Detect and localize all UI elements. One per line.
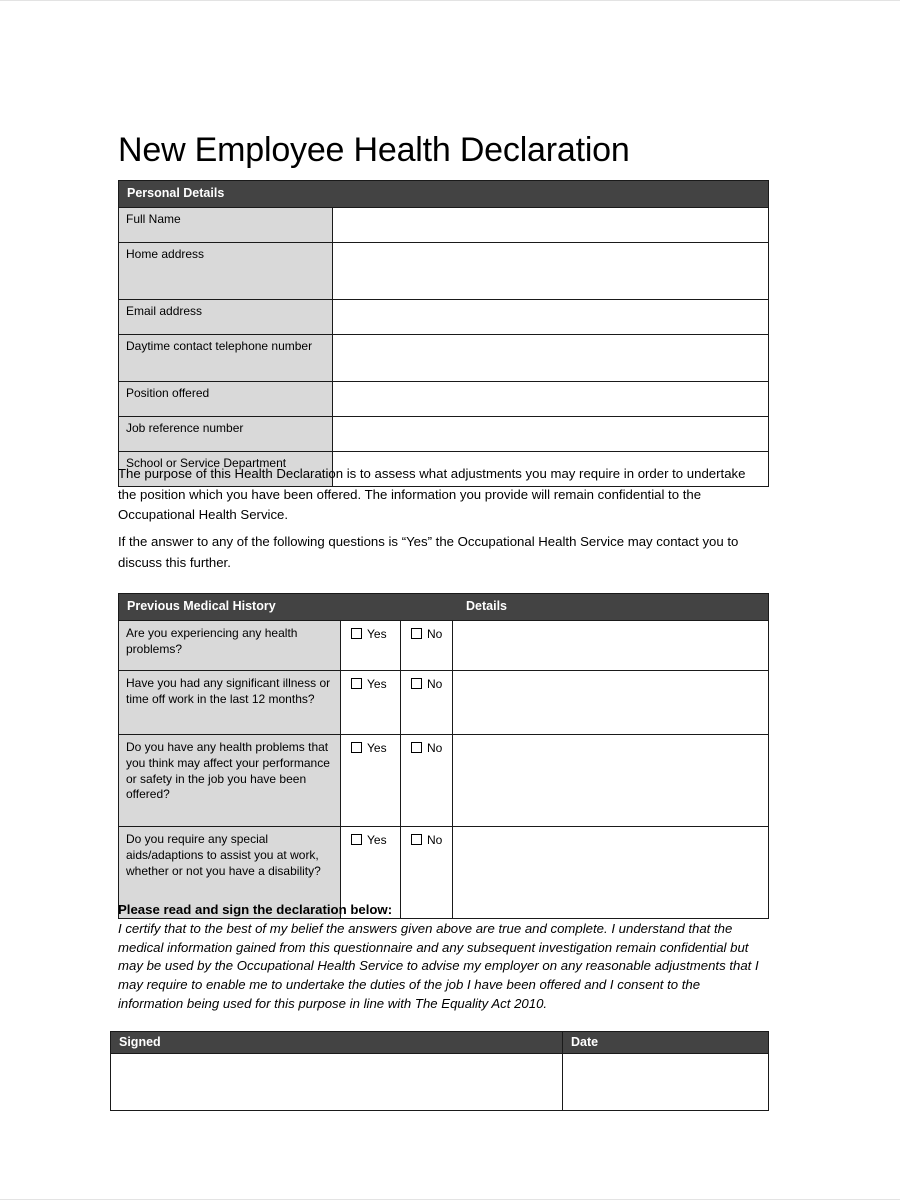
no-label: No (427, 833, 443, 847)
signature-table (110, 1031, 769, 1111)
checkbox-icon[interactable] (411, 628, 422, 639)
medical-history-table (118, 593, 769, 919)
table-header-row (119, 181, 769, 208)
no-option-significant-illness[interactable] (401, 671, 453, 735)
table-header-row (119, 594, 769, 621)
label-email-address: Email address (119, 300, 333, 335)
checkbox-icon[interactable] (411, 742, 422, 753)
table-row (119, 335, 769, 382)
question-significant-illness: Have you had any significant illness or time off work in the last 12 months? (119, 671, 341, 735)
declaration-heading: Please read and sign the declaration below: (118, 902, 393, 917)
table-row (119, 382, 769, 417)
checkbox-icon[interactable] (351, 742, 362, 753)
question-health-problems: Are you experiencing any health problems? (119, 621, 341, 671)
label-home-address: Home address (119, 243, 333, 300)
field-home-address[interactable] (333, 243, 769, 300)
no-option-affect-performance[interactable] (401, 735, 453, 827)
no-label: No (427, 741, 443, 755)
yes-label: Yes (367, 627, 387, 641)
table-row (119, 417, 769, 452)
field-signed[interactable] (111, 1054, 563, 1111)
page-title: New Employee Health Declaration (118, 130, 630, 169)
table-row (119, 735, 769, 827)
purpose-paragraph: The purpose of this Health Declaration is to assess what adjustments you may require in order to undertake the position which you have been offered. The information you provide will remain confidential to the Occupational Health Service. (118, 466, 746, 523)
label-school-or-service-department: School or Service Department (119, 452, 333, 487)
label-daytime-telephone: Daytime contact telephone number (119, 335, 333, 382)
details-affect-performance[interactable] (453, 735, 769, 827)
yes-label: Yes (367, 741, 387, 755)
field-daytime-telephone[interactable] (333, 335, 769, 382)
table-row (119, 243, 769, 300)
field-email-address[interactable] (333, 300, 769, 335)
table-header-row (111, 1032, 769, 1054)
checkbox-icon[interactable] (411, 678, 422, 689)
no-label: No (427, 677, 443, 691)
medical-history-header (119, 594, 769, 621)
checkbox-icon[interactable] (351, 628, 362, 639)
declaration-block (118, 901, 766, 1013)
personal-details-header: Personal Details (119, 181, 769, 208)
details-health-problems[interactable] (453, 621, 769, 671)
yes-label: Yes (367, 833, 387, 847)
field-job-reference-number[interactable] (333, 417, 769, 452)
label-position-offered: Position offered (119, 382, 333, 417)
declaration-body: I certify that to the best of my belief the answers given above are true and complete. I understand that the medical information gained from this questionnaire and any subsequent investigation remain confidential but may be used by the Occupational Health Service to advise my employer on any reasonable adjustments that I may require to enable me to undertake the duties of the job I have been offered and I consent to the information being used for this purpose in line with The Equality Act 2010. (118, 920, 759, 1011)
table-row (119, 208, 769, 243)
label-job-reference-number: Job reference number (119, 417, 333, 452)
details-column-header: Details (466, 599, 507, 613)
no-label: No (427, 627, 443, 641)
checkbox-icon[interactable] (351, 678, 362, 689)
signed-column-header: Signed (111, 1032, 563, 1054)
yes-label: Yes (367, 677, 387, 691)
personal-details-table (118, 180, 769, 487)
medical-history-header-label: Previous Medical History (127, 599, 276, 613)
label-full-name: Full Name (119, 208, 333, 243)
yes-option-affect-performance[interactable] (341, 735, 401, 827)
field-date[interactable] (563, 1054, 769, 1111)
no-option-health-problems[interactable] (401, 621, 453, 671)
checkbox-icon[interactable] (351, 834, 362, 845)
field-full-name[interactable] (333, 208, 769, 243)
field-position-offered[interactable] (333, 382, 769, 417)
checkbox-icon[interactable] (411, 834, 422, 845)
table-row (119, 671, 769, 735)
table-row (111, 1054, 769, 1111)
details-significant-illness[interactable] (453, 671, 769, 735)
date-column-header: Date (563, 1032, 769, 1054)
yes-option-health-problems[interactable] (341, 621, 401, 671)
question-special-aids: Do you require any special aids/adaptions to assist you at work, whether or not you have a disability? (119, 827, 341, 919)
yes-note-paragraph: If the answer to any of the following questions is “Yes” the Occupational Health Service may contact you to discuss this further. (118, 534, 739, 570)
question-affect-performance: Do you have any health problems that you think may affect your performance or safety in the job you have been offered? (119, 735, 341, 827)
yes-option-significant-illness[interactable] (341, 671, 401, 735)
table-row (119, 300, 769, 335)
table-row (119, 621, 769, 671)
